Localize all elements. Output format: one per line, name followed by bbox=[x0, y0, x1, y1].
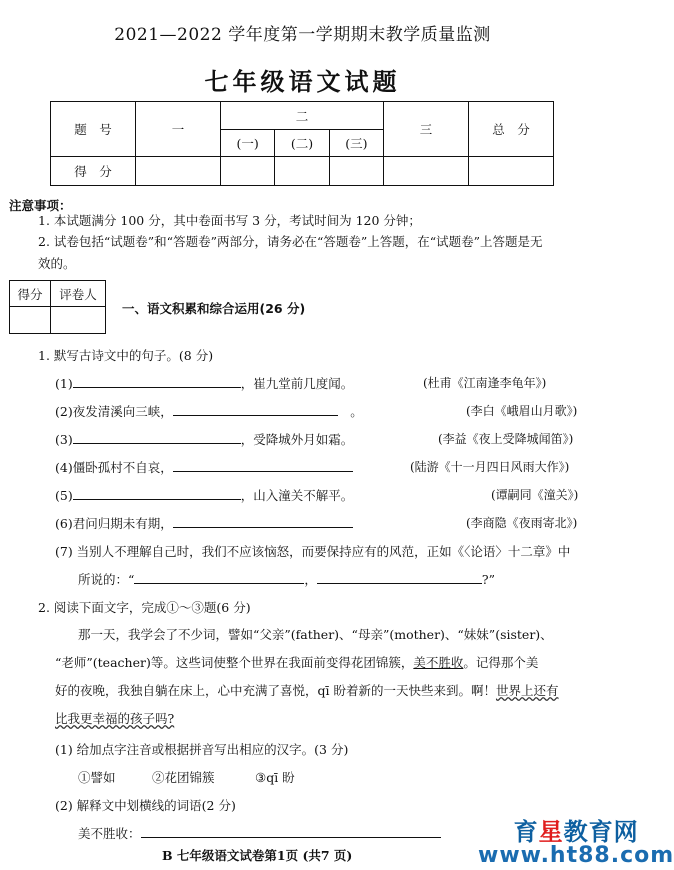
score-table-col-2: 二 bbox=[221, 102, 384, 130]
score-table-sub-2: (二) bbox=[275, 130, 329, 157]
paper-title: 七年级语文试题 bbox=[204, 67, 401, 96]
score-table-col-3: 三 bbox=[384, 102, 469, 157]
page-footer: B 七年级语文试卷第1页 (共7 页) bbox=[162, 848, 353, 863]
passage-line bbox=[55, 648, 615, 678]
score-cell[interactable] bbox=[384, 157, 469, 186]
item-number: (1) bbox=[55, 376, 73, 391]
answer-blank[interactable] bbox=[73, 375, 241, 388]
item-text: 僵卧孤村不自哀， bbox=[72, 460, 173, 475]
score-cell[interactable] bbox=[329, 157, 383, 186]
passage-text: 。记得那个美 bbox=[463, 655, 539, 670]
q1-source: (李商隐《夜雨寄北》) bbox=[466, 516, 578, 530]
watermark-url: www.ht88.com bbox=[478, 843, 674, 868]
passage-text: “老师”(teacher)等。这些词使整个世界在我面前变得花团锦簇， bbox=[55, 655, 414, 670]
item-text: ， bbox=[304, 572, 317, 587]
passage-line bbox=[55, 676, 615, 706]
grader-box bbox=[9, 280, 106, 334]
q1-source: (李益《夜上受降城闻笛》) bbox=[438, 432, 574, 446]
q1-source: (李白《峨眉山月歌》) bbox=[466, 404, 578, 418]
grader-name-cell[interactable] bbox=[51, 307, 106, 334]
item-text: 美不胜收： bbox=[78, 826, 141, 841]
grader-name-label: 评卷人 bbox=[51, 281, 106, 307]
score-table-col-1: 一 bbox=[136, 102, 221, 157]
answer-blank[interactable] bbox=[73, 487, 241, 500]
score-cell[interactable] bbox=[136, 157, 221, 186]
wavy-underlined-sentence: 世界上还有 bbox=[495, 683, 559, 698]
score-table-col-total: 总 分 bbox=[469, 102, 554, 157]
q2-sub1-option-1: ①譬如 bbox=[78, 770, 116, 785]
passage-line bbox=[55, 704, 615, 734]
score-table-sub-1: (一) bbox=[221, 130, 275, 157]
passage-text: 好的夜晚，我独自躺在床上，心中充满了喜悦，qī 盼着新的一天快些来到。啊！ bbox=[55, 683, 496, 698]
passage-line: 那一天，我学会了不少词，譬如“父亲”(father)、“母亲”(mother)、“妹妹”(sister)、 bbox=[78, 627, 553, 642]
answer-blank[interactable] bbox=[173, 515, 353, 528]
q1-item-7-line2 bbox=[78, 570, 495, 588]
answer-blank[interactable] bbox=[173, 403, 338, 416]
underlined-phrase: 美不胜收 bbox=[413, 655, 464, 670]
q1-item-7-line1: (7) 当别人不理解自己时，我们不应该恼怒，而要保持应有的风范，正如《〈论语〉十二章》中 bbox=[55, 544, 571, 559]
score-table bbox=[50, 101, 554, 186]
q2-sub1: (1) 给加点字注音或根据拼音写出相应的汉字。(3 分) bbox=[55, 742, 349, 757]
score-cell[interactable] bbox=[221, 157, 275, 186]
note-item: 1. 本试题满分 100 分，其中卷面书写 3 分，考试时间为 120 分钟； bbox=[38, 213, 421, 228]
answer-blank[interactable] bbox=[317, 571, 482, 584]
item-text: 夜发清溪向三峡， bbox=[72, 404, 173, 419]
q1-stem: 1. 默写古诗文中的句子。(8 分) bbox=[38, 348, 214, 363]
q1-item-6 bbox=[55, 514, 353, 532]
item-number: (4) bbox=[55, 460, 73, 475]
score-table-sub-3: (三) bbox=[329, 130, 383, 157]
item-text: ?” bbox=[481, 572, 495, 587]
q2-sub1-option-2: ②花团锦簇 bbox=[152, 770, 215, 785]
item-text: ，山入潼关不解平。 bbox=[240, 488, 354, 503]
item-number: (3) bbox=[55, 432, 73, 447]
watermark-star-char: 星 bbox=[538, 818, 564, 846]
wavy-underlined-sentence: 比我更幸福的孩子吗? bbox=[55, 711, 175, 726]
answer-blank[interactable] bbox=[134, 571, 304, 584]
watermark-logo bbox=[478, 812, 674, 868]
item-text: 所说的：“ bbox=[78, 572, 135, 587]
score-cell[interactable] bbox=[275, 157, 329, 186]
item-text: 君问归期未有期， bbox=[72, 516, 173, 531]
exam-header: 2021—2022 学年度第一学期期末教学质量监测 bbox=[114, 25, 491, 45]
q1-source: (陆游《十一月四日风雨大作》) bbox=[410, 460, 570, 474]
grader-score-cell[interactable] bbox=[10, 307, 51, 334]
q1-item-5 bbox=[55, 486, 353, 504]
q2-stem: 2. 阅读下面文字，完成①～③题(6 分) bbox=[38, 600, 251, 615]
score-table-score-label: 得 分 bbox=[51, 157, 136, 186]
answer-blank[interactable] bbox=[173, 459, 353, 472]
q1-item-3 bbox=[55, 430, 353, 448]
item-text: ，受降城外月如霜。 bbox=[240, 432, 354, 447]
item-text: ，崔九堂前几度闻。 bbox=[240, 376, 354, 391]
note-item: 2. 试卷包括“试题卷”和“答题卷”两部分，请务必在“答题卷”上答题，在“试题卷”上答题是无 bbox=[38, 234, 543, 249]
q1-item-4 bbox=[55, 458, 353, 476]
answer-blank[interactable] bbox=[141, 825, 441, 838]
item-text: 。 bbox=[350, 404, 363, 419]
score-cell[interactable] bbox=[469, 157, 554, 186]
q1-item-1 bbox=[55, 374, 353, 392]
q2-sub1-option-3: ③qī 盼 bbox=[255, 770, 295, 785]
item-number: (6) bbox=[55, 516, 73, 531]
item-number: (5) bbox=[55, 488, 73, 503]
section-heading: 一、语文积累和综合运用(26 分) bbox=[122, 301, 306, 316]
grader-score-label: 得分 bbox=[10, 281, 51, 307]
q1-source: (谭嗣同《潼关》) bbox=[491, 488, 579, 502]
q2-sub2: (2) 解释文中划横线的词语(2 分) bbox=[55, 798, 236, 813]
score-table-row-label: 题 号 bbox=[51, 102, 136, 157]
watermark-title: 育星教育网 bbox=[513, 818, 639, 846]
item-number: (2) bbox=[55, 404, 73, 419]
q1-item-2 bbox=[55, 402, 363, 420]
note-item: 效的。 bbox=[38, 256, 76, 271]
q1-source: (杜甫《江南逢李龟年》) bbox=[423, 376, 547, 390]
notes-heading: 注意事项： bbox=[9, 198, 72, 213]
q2-sub2-answer bbox=[78, 824, 441, 842]
answer-blank[interactable] bbox=[73, 431, 241, 444]
